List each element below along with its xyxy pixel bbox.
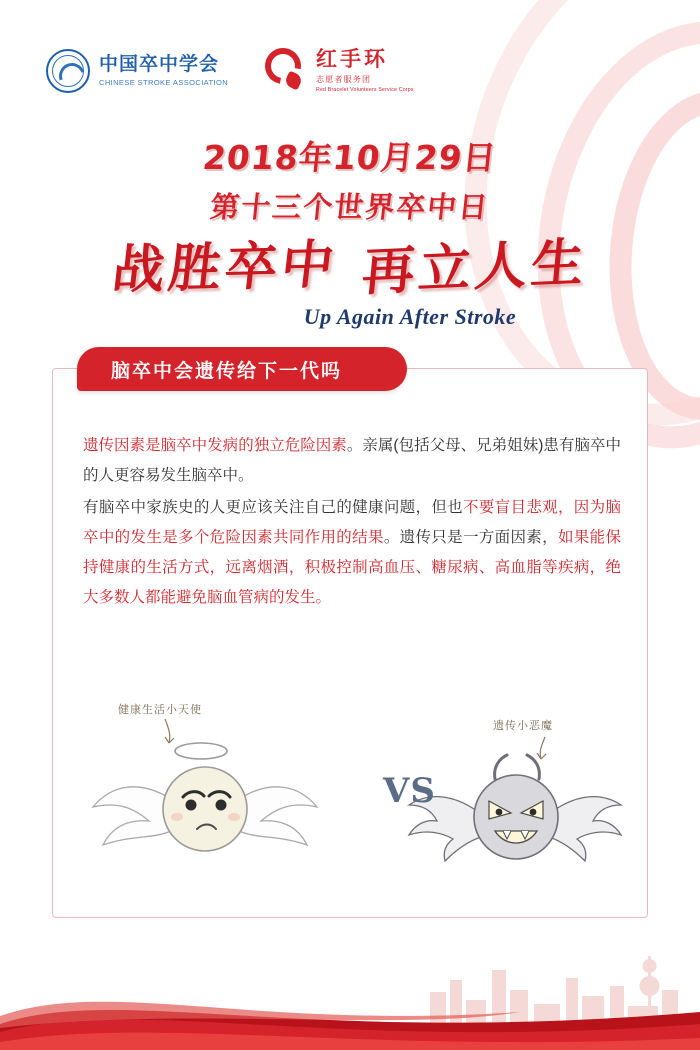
card-title-badge: 脑卒中会遗传给下一代吗 [77,347,407,391]
slogan-english: Up Again After Stroke [303,304,517,329]
red-hand-band-logo [262,48,419,94]
vs-label: VS [383,771,436,811]
card-paragraph [83,431,621,491]
rhr-name-en: Red Bracelet Volunteers Service Corps [316,87,414,93]
event-theme: 第十三个世界卒中日 [208,190,492,224]
angel-label: 健康生活小天使 [118,703,202,716]
csa-seal-icon [46,49,90,93]
china-stroke-association-logo [46,49,228,93]
illustration-area [53,689,647,909]
highlighted-text: 遗传因素是脑卒中发病的独立危险因素 [83,437,347,454]
red-bracelet-icon [262,48,308,94]
body-text: 。亲属(包括父母、兄弟姐妹)患有脑卒中的人更容易发生脑卒中。 [83,437,621,484]
bottom-ribbon [0,920,700,1050]
card-paragraph [83,493,621,613]
body-text: 有脑卒中家族史的人更应该关注自己的健康问题，但也 [83,499,463,516]
body-text: 。遗传只是一方面因素， [383,529,558,546]
devil-label: 遗传小恶魔 [493,719,553,732]
rhr-name-cn: 红手环 [316,48,389,71]
illustration-svg [53,689,649,909]
title-block [0,132,700,330]
logo-row [46,48,419,94]
rhr-sub-cn: 志愿者服务团 [316,75,372,84]
highlighted-text: 如果能保持健康的生活方式，远离烟酒，积极控制高血压、糖尿病、高血脂等疾病，绝大多数人都能避免脑血管病的发生。 [83,529,621,606]
highlighted-text: 不要盲目悲观，因为脑卒中的发生是多个危险因素共同作用的结果 [83,499,621,546]
slogan-row [0,232,700,303]
slogan-left: 战胜卒中 [109,234,341,301]
ribbon-svg [0,920,700,1050]
content-card [52,360,648,918]
csa-name-cn: 中国卒中学会 [99,54,220,76]
slogan-right: 再立人生 [359,232,591,303]
event-date: 2018年10月29日 [200,138,499,177]
card-body-text [83,431,621,615]
csa-name-en: CHINESE STROKE ASSOCIATION [99,77,229,87]
